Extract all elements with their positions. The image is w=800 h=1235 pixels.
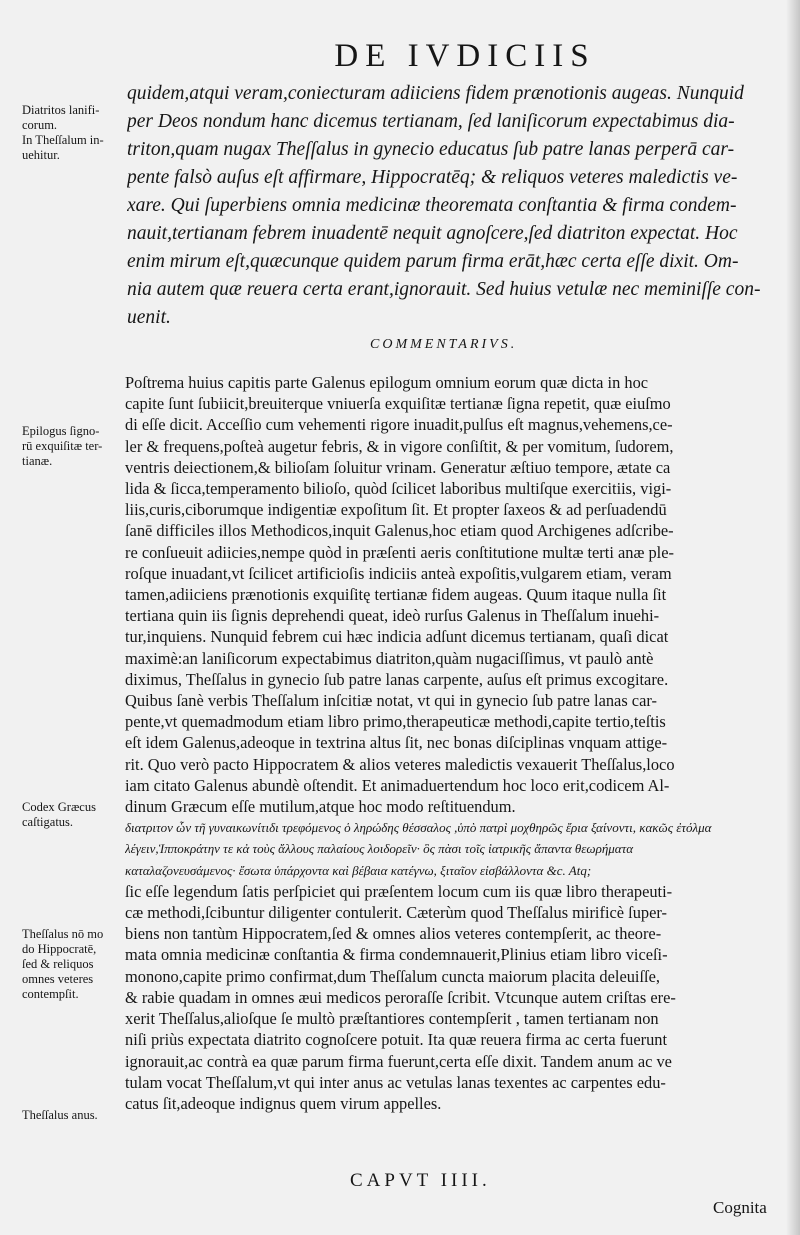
margin-note-codex: Codex Græcus caſtigatus. bbox=[22, 800, 96, 829]
margin-note-epilogus: Epilogus ſigno- rū exquiſitæ ter- tianæ. bbox=[22, 424, 103, 468]
commentary-text: Poſtrema huius capitis parte Galenus epilogum omnium eorum quæ dicta in hoc capite ſunt ſubiicit,breuiterque vniuerſa exquiſitæ tertianæ ſigna repetit, quæ eiuſmo di eſſe dicit. Acceſſio cum vehementi rigore inuadit,pulſus eſt magnus,vehemens,ce- ler & frequens,poſteà augetur febris, & in vigore conſiſtit, & per vomitum, ſudorem, ventris deiectionem,& bilioſam ſoluitur vrinam. Generatur æſtiuo tempore, ætate ca lida & ſicca,temperamento bilioſo, quòd ſcilicet laboribus multiſque exercitiis, vigi- liis,curis,ciborumque indigentiæ expoſitum ſit. Et propter ſaxeos & ad perſuadendū ſanē difficiles illos Methodicos,inquit Galenus,hoc etiam quod Archigenes adſcribe- re conſueuit adiicies,nempe quòd in præſenti aeris conſtitutione multæ terti anæ ple- roſque inuadant,vt ſcilicet artificioſis indiciis anteà expoſitis,vulgarem etiam, veram tamen,adiiciens prænotionis exquiſitę tertianæ fidem augeas. Quum itaque nulla ſit tertiana quin iis ſignis deprehendi queat, ideò rurſus Galenus in Theſſalum inuehi- tur,inquiens. Nunquid febrem cui hæc indicia adſunt dicemus tertianam, quaſi dicat maximè:an laniſicorum expectabimus diatriton,quàm nugaciſſimus, vt paulò antè diximus, Theſſalus in gynecio ſub patre lanas carpente, auſus eſt primus excogitare. Quibus ſanè verbis Theſſalum inſcitiæ notat, vt qui in gynecio ſub patre lanas car- pente,vt quemadmodum etiam libro primo,therapeuticæ methodi,capite tertio,teſtis eſt idem Galenus,adeoque in textrina altus ſit, nec bonas diſciplinas vnquam attige- rit. Quo verò pacto Hippocratem & alios veteres maledictis vexauerit Theſſalus,loco iam citato Galenus abundè oſtendit. Et animaduertendum hoc loco erit,codicem Al- dinum Græcum eſſe mutilum,atque hoc modo reſtituendum. διατριτον ὧν τῆ γυναικωνίτιδι τρεφόμενος ὁ ληρώδης θέσσαλος ,ὑπὸ πατρὶ μοχθηρῶς ἔρια ξαίνοντι, κακῶς ἐτόλμα λέγειν,Ἱπποκράτην τε κἀ τοὺς ἄλλους παλαίους λοιδορεῖν· ὃς πὰσι τοῖς ἰατρικῆς ἅπαντα θεωρήματα καταλαζονευσάμενος· ἔσωτα ὑπάρχοντα καὶ βέβαια κατέγνω, ξιταῖον εἰσβάλλοντα &c. Atq; ſic eſſe legendum ſatis perſpiciet qui præſentem locum cum iis quæ libro therapeuti- cæ methodi,ſcibuntur diligenter contulerit. Cæterùm quod Theſſalus mirificè ſuper- biens non tantùm Hippocratem,ſed & omnes alios veteres contempſerit, ac theore- mata omnia medicinæ conſtantia & firma condemnauerit,Plinius etiam libro viceſi- monono,capite primo confirmat,dum Theſſalum cuncta maiorum placita deleuiſſe, & rabie quadam in omnes æui medicos peroraſſe ſcribit. Vtcunque autem criſtas ere- xerit Theſſalus,alioſque ſe multò præſtantiores contempſerit , tamen tertianam non niſi priùs expectata diatrito cognoſcere potuit. Ita quæ reuera firma ac certa fuerunt ignorauit,ac contrà ea quæ parum firma fuerunt,certa eſſe dixit. Tandem anum ac ve tulam vocat Theſſalum,vt qui inter anus ac vetulas lanas texentes ac carpentes edu- catus ſit,adeoque indignus quem virum appelles. bbox=[125, 372, 775, 1114]
greek-line: διατριτον ὧν τῆ γυναικωνίτιδι τρεφόμενος ὁ ληρώδης θέσσαλος ,ὑπὸ πατρὶ μοχθηρῶς ἔρια ξαίνοντι, κακῶς ἐτόλμα bbox=[125, 820, 712, 836]
commentary-heading: COMMENTARIVS. bbox=[370, 337, 518, 352]
galen-text: quidem,atqui veram,coniecturam adiiciens fidem prænotionis augeas. Nunquid per Deos nondum hanc dicemus tertianam, ſed laniſicorum expectabimus dia- triton,quam nugax Theſſalus in gynecio educatus ſub patre lanas perperā car- pente falsò auſus eſt affirmare, Hippocratēq; & reliquos veteres maledictis ve- xare. Qui ſuperbiens omnia medicinæ theoremata conſtantia & firma condem- nauit,tertianam febrem inuadentē nequit agnoſcere,ſed diatriton expectat. Hoc enim mirum eſt,quæcunque quidem parum firma erāt,hæc certa eſſe dixit. Om- nia autem quæ reuera certa erant,ignorauit. Sed huius vetulæ nec meminiſſe con- uenit. bbox=[127, 83, 761, 328]
running-header: DE IVDICIIS bbox=[334, 38, 596, 74]
chapter-heading: CAPVT IIII. bbox=[350, 1170, 491, 1191]
margin-note-thessalus: Theſſalus nō mo do Hippocratē, ſed & reliquos omnes veteres contempſit. bbox=[22, 927, 104, 1001]
margin-note-diatritos: Diatritos lanifi- corum. In Theſſalum in- uehitur. bbox=[22, 103, 104, 162]
greek-line: καταλαζονευσάμενος· ἔσωτα ὑπάρχοντα καὶ βέβαια κατέγνω, ξιταῖον εἰσβάλλοντα &c. Atq; bbox=[125, 862, 592, 878]
catchword: Cognita bbox=[713, 1198, 767, 1217]
greek-line: λέγειν,Ἱπποκράτην τε κἀ τοὺς ἄλλους παλαίους λοιδορεῖν· ὃς πὰσι τοῖς ἰατρικῆς ἅπαντα θεωρήματα bbox=[125, 841, 634, 857]
page-fold-shadow bbox=[786, 0, 800, 1235]
margin-note-anus: Theſſalus anus. bbox=[22, 1108, 98, 1122]
